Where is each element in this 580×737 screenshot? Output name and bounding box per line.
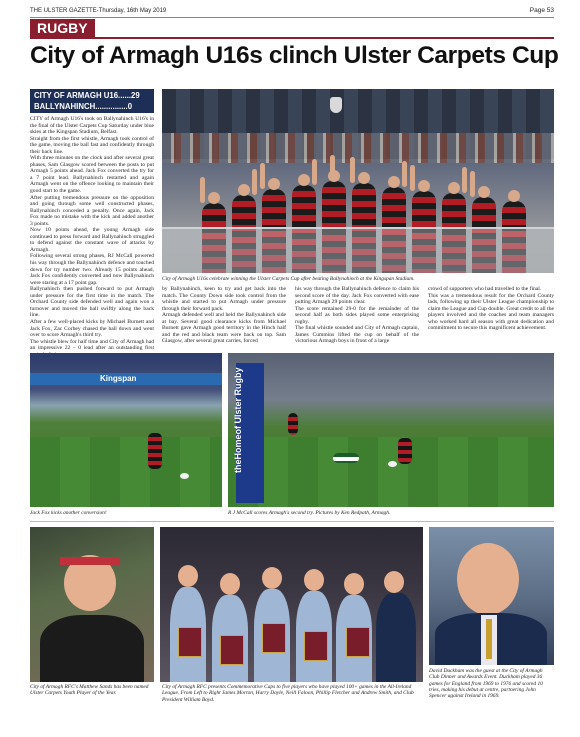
paragraph: Straight from the first whistle, Armagh took control of the game, moving the ball fast and confidently through their back line. — [30, 135, 154, 155]
pitch — [228, 437, 554, 507]
person-head — [384, 571, 404, 593]
paragraph: by Ballynahinch, keen to try and get back into the match. The County Down side took control from the whistle and started to put Armagh under pressure through their forward pack. — [162, 286, 286, 312]
framed-cap — [262, 623, 286, 653]
paragraph: CITY of Armagh U16's took on Ballynahinch U16's in the final of the Ulster Carpets Cup Saturday under blue skies at the Kingspan Stadium, Belfast. — [30, 116, 154, 136]
article-column-4 — [428, 286, 554, 352]
crowd — [162, 133, 554, 163]
section-divider — [30, 521, 554, 522]
paragraph: After a few well-placed kicks by Michael Burnett and Jack Fox, Zac Corbey chased the ball down and went over to score Armagh's third try. — [30, 318, 154, 339]
pitch — [30, 437, 222, 507]
paragraph: With three minutes on the clock and after several great phases, Sam Glasgow scored between the posts to put Armagh 5 points ahead. Jack Fox converted the try for a 7 point lead. Ballynahinch restarted and again Armagh went on the offence looking to maintain their good start to the game. — [30, 155, 154, 195]
section-tag: RUGBY — [30, 19, 95, 38]
guest-speaker-photo — [429, 527, 554, 665]
score-line-home: CITY OF ARMAGH U16......29 — [34, 91, 140, 100]
person-head — [178, 565, 198, 587]
left-photo-caption: Jack Fox kicks another conversion! — [30, 510, 107, 516]
person-head — [220, 573, 240, 595]
ball-icon — [388, 461, 397, 467]
headline: City of Armagh U16s clinch Ulster Carpets Cup — [30, 42, 559, 69]
glass-barrier — [162, 227, 554, 273]
article-column-3 — [295, 286, 419, 352]
paragraph: crowd of supporters who had travelled to the final. — [428, 286, 542, 292]
paragraph: Following several strong phases, RJ McCall powered his way through the Ballynahinch defence and touched down for try number two. Already 15 points ahead, Jack Fox confidently converted and now Ballynahinch were staring at a 17 point gap. — [30, 253, 154, 286]
speaker-head — [457, 543, 519, 615]
headband — [60, 557, 120, 565]
article-column-2 — [162, 286, 286, 352]
paragraph: Ballynahinch then pushed forward to put Armagh under pressure for the first time in the match. The Orchard County side defended well and again won a turnover and moved the ball swiftly along the back line. — [30, 286, 154, 319]
paragraph: This was a tremendous result for the Orchard County lads, following up their Ulster League championship to claim the League and Cup double. Great credit to all the players involved and the coaches and team managers who worked hard all season with great dedication and commitment to secure this magnificent achievement. — [428, 292, 554, 332]
section-band — [30, 37, 554, 39]
youth-player-photo — [30, 527, 154, 682]
kicker — [148, 433, 162, 469]
header-rule — [30, 17, 554, 18]
person-head — [262, 567, 282, 589]
person-head — [344, 573, 364, 595]
paragraph: Now 10 points ahead, the young Armagh side continued to press forward and Ballynahinch struggled to defend against the constant wave of attacks by Armagh. — [30, 227, 154, 253]
player — [288, 413, 298, 435]
paragraph: The final whistle sounded and City of Armagh captain, James Cummins lifted the cup on behalf of the victorious Armagh boys in front of a large — [295, 325, 419, 345]
right-photo-caption: R J McCall scores Armagh's second try. Pictures by Ken Redpath, Armagh. — [228, 510, 391, 516]
bottom-middle-caption: City of Armagh RFC presents Commemorative Caps to five players who have played 100+ games in the All-Ireland League. From Left to Right James Morton, Harry Doyle, Neill Faloon, Phillip Fletcher and Andrew Smith, and Club President William Boyd. — [162, 684, 414, 703]
framed-cap — [346, 627, 370, 657]
paragraph: his way through the Ballynahinch defence to claim his second score of the day. Jack Fox converted with ease putting Armagh 29 points clear. — [295, 286, 419, 306]
score-line-away: BALLYNAHINCH...............0 — [34, 102, 133, 111]
framed-cap — [220, 635, 244, 665]
jersey — [40, 615, 144, 682]
commemorative-caps-photo — [160, 527, 423, 682]
page-number: Page 53 — [529, 7, 554, 14]
paragraph: The whistle blew for half time and City of Armagh had an impressive 22 – 0 lead after an outstanding first — [30, 338, 154, 352]
team-celebration-photo — [162, 89, 554, 273]
bottom-left-caption: City of Armagh RFC's Matthew Sands has been named Ulster Carpets Youth Player of the Year. — [30, 684, 149, 697]
conversion-kick-photo — [30, 353, 222, 507]
tie — [486, 619, 492, 659]
score-box — [30, 89, 154, 113]
kingspan-sign: Kingspan — [100, 374, 137, 383]
bottom-right-caption: David Duckham was the guest at the City of Armagh Club Dinner and Awards Event. Duckham played 36 games for England from 1969 to 1976 and scored 10 tries, making his debut at centre, partnering John Spencer against Ireland in 1969. — [429, 668, 543, 700]
vertical-banner-text: theHomeof Ulster Rugby — [233, 367, 243, 473]
paragraph: The score remained 29-0 for the remainder of the second half as both sides played some enterprising rugby. — [295, 305, 419, 325]
newspaper-dateline: THE ULSTER GAZETTE-Thursday, 16th May 2019 — [30, 8, 167, 14]
main-photo-caption: City of Armagh U16s celebrate winning the Ulster Carpets Cup after beating Ballynahinch at the Kingspan Stadium. — [162, 276, 415, 282]
try-scoring-photo — [228, 353, 554, 507]
article-column-1 — [30, 116, 154, 352]
club-president — [376, 593, 416, 682]
framed-cap — [178, 627, 202, 657]
framed-cap — [304, 631, 328, 661]
paragraph: After putting tremendous pressure on the opposition and going through some well constructed phases, Ballynahinch conceded a penalty. Once again, Jack Fox made no mistake with the kick and added another 3 points. — [30, 194, 154, 227]
trophy-icon — [330, 97, 342, 113]
page-header — [30, 5, 554, 17]
try-scorer — [398, 438, 412, 464]
paragraph: Armagh defended well and held the Ballynahinch side at bay. Several good clearance kicks from Michael Burnett gave Armagh good territory in the Hinch half and the red and black team were back on top. Sam Glasgow, after several great carries, forced — [162, 312, 286, 345]
ball-icon — [180, 473, 189, 479]
person-head — [304, 569, 324, 591]
defender — [333, 453, 359, 463]
